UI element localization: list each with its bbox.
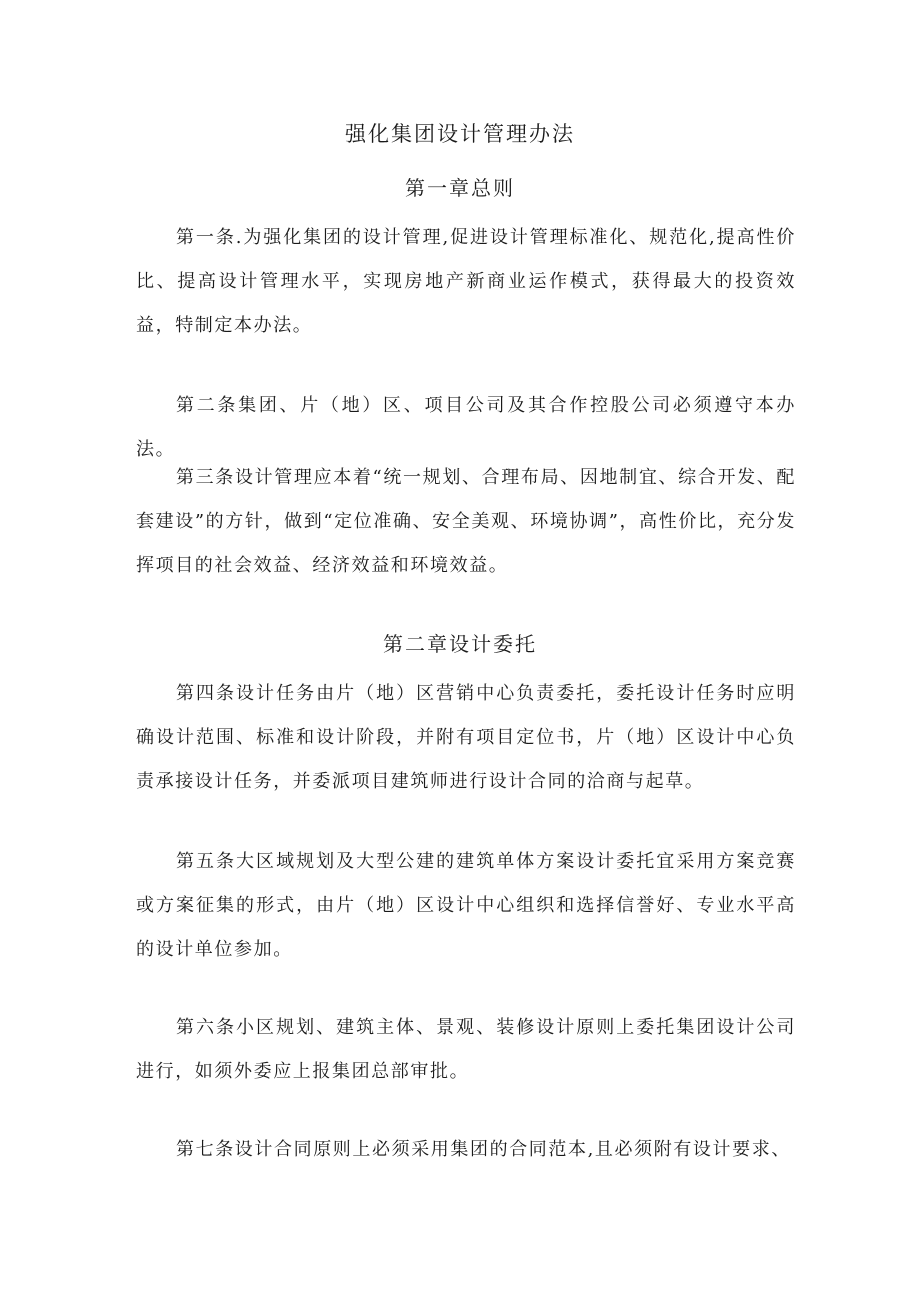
article-2: 第二条集团、片（地）区、项目公司及其合作控股公司必须遵守本办法。 bbox=[136, 395, 796, 460]
article-1: 第一条.为强化集团的设计管理,促进设计管理标准化、规范化,提高性价比、提高设计管理水平，实现房地产新商业运作模式，获得最大的投资效益，特制定本办法。 bbox=[136, 227, 796, 336]
chapter-heading-1: 第一章总则 bbox=[405, 176, 515, 200]
article-5: 第五条大区域规划及大型公建的建筑单体方案设计委托宜采用方案竞赛或方案征集的形式，由片（地）区设计中心组织和选择信誉好、专业水平高的设计单位参加。 bbox=[136, 851, 796, 960]
article-7: 第七条设计合同原则上必须采用集团的合同范本,且必须附有设计要求、 bbox=[176, 1139, 791, 1160]
article-6: 第六条小区规划、建筑主体、景观、装修设计原则上委托集团设计公司进行，如须外委应上报集团总部审批。 bbox=[136, 1017, 796, 1082]
document-title: 强化集团设计管理办法 bbox=[345, 122, 575, 146]
article-4: 第四条设计任务由片（地）区营销中心负责委托，委托设计任务时应明确设计范围、标准和设计阶段，并附有项目定位书，片（地）区设计中心负责承接设计任务，并委派项目建筑师进行设计合同的洽商与起草。 bbox=[136, 683, 796, 792]
article-3: 第三条设计管理应本着“统一规划、合理布局、因地制宜、综合开发、配套建设”的方针，做到“定位准确、安全美观、环境协调”，高性价比，充分发挥项目的社会效益、经济效益和环境效益。 bbox=[136, 467, 796, 576]
chapter-heading-2: 第二章设计委托 bbox=[383, 632, 537, 656]
